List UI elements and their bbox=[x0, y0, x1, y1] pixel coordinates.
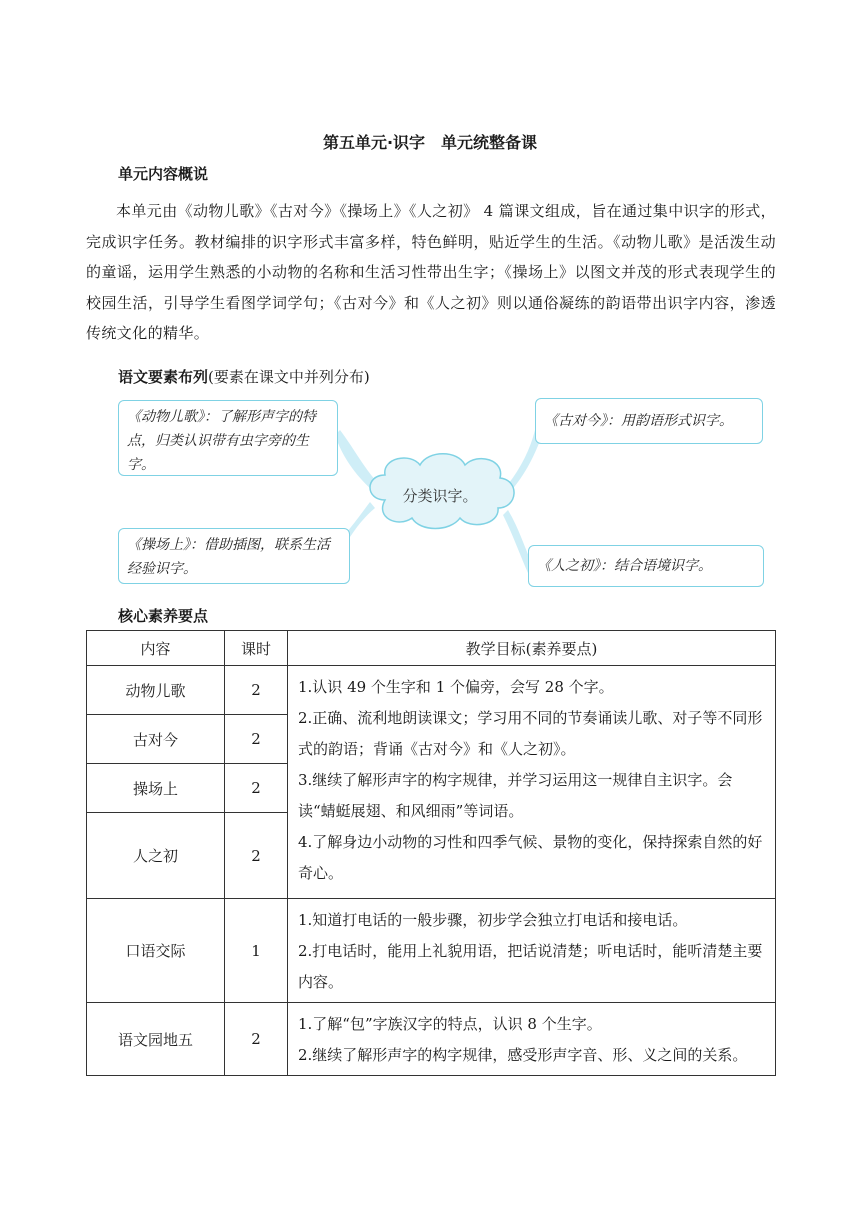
goal-line: 1.知道打电话的一般步骤，初步学会独立打电话和接电话。 bbox=[298, 911, 688, 929]
node-bottom-left: 《操场上》：借助插图，联系生活经验识字。 bbox=[118, 528, 350, 584]
overview-paragraph: 本单元由《动物儿歌》《古对今》《操场上》《人之初》 4 篇课文组成，旨在通过集中识字的形式，完成识字任务。教材编排的识字形式丰富多样，特色鲜明，贴近学生的生活。《动物儿歌》是活泼生动的童谣，运用学生熟悉的小动物的名称和生活习性带出生字；《操场上》以图文并茂的形式表现学生的校园生活，引导学生看图学词学句；《古对今》和《人之初》则以通俗凝练的韵语带出识字内容，渗透传统文化的精华。 bbox=[86, 202, 776, 342]
center-label: 分类识字。 bbox=[402, 486, 478, 505]
table-row bbox=[87, 1003, 776, 1076]
table-row bbox=[87, 899, 776, 1003]
elements-heading-note: (要素在课文中并列分布) bbox=[208, 368, 370, 386]
cell-hours: 2 bbox=[225, 666, 288, 715]
core-table bbox=[86, 630, 776, 1076]
goal-line: 2.继续了解形声字的构字规律，感受形声字音、形、义之间的关系。 bbox=[298, 1046, 748, 1064]
cell-content: 人之初 bbox=[87, 813, 225, 899]
overview-heading: 单元内容概说 bbox=[118, 165, 209, 183]
cell-content: 操场上 bbox=[87, 764, 225, 813]
cell-content: 口语交际 bbox=[87, 899, 225, 1003]
table-header-row bbox=[87, 631, 776, 666]
cell-hours: 2 bbox=[225, 764, 288, 813]
goal-line: 2.打电话时，能用上礼貌用语，把话说清楚；听电话时，能听清楚主要内容。 bbox=[298, 942, 763, 991]
goal-line: 3.继续了解形声字的构字规律，并学习运用这一规律自主识字。会读“蜻蜓展翅、和风细雨”等词语。 bbox=[298, 771, 733, 820]
cell-content: 古对今 bbox=[87, 715, 225, 764]
cell-goals bbox=[288, 1003, 776, 1076]
cell-hours: 1 bbox=[225, 899, 288, 1003]
elements-heading-text: 语文要素布列 bbox=[118, 368, 209, 386]
goal-line: 1.认识 49 个生字和 1 个偏旁，会写 28 个字。 bbox=[298, 678, 614, 696]
cell-hours: 2 bbox=[225, 1003, 288, 1076]
cell-content: 语文园地五 bbox=[87, 1003, 225, 1076]
cell-goals bbox=[288, 666, 776, 899]
cell-hours: 2 bbox=[225, 813, 288, 899]
table-row bbox=[87, 666, 776, 715]
elements-heading bbox=[118, 366, 370, 387]
cell-goals bbox=[288, 899, 776, 1003]
goal-line: 2.正确、流利地朗读课文；学习用不同的节奏诵读儿歌、对子等不同形式的韵语；背诵《古对今》和《人之初》。 bbox=[298, 709, 763, 758]
cell-hours: 2 bbox=[225, 715, 288, 764]
header-goals: 教学目标(素养要点) bbox=[288, 631, 776, 666]
cell-content: 动物儿歌 bbox=[87, 666, 225, 715]
header-content: 内容 bbox=[87, 631, 225, 666]
node-top-left: 《动物儿歌》：了解形声字的特点，归类认识带有虫字旁的生字。 bbox=[118, 400, 338, 476]
core-heading: 核心素养要点 bbox=[118, 607, 209, 625]
goal-line: 1.了解“包”字族汉字的特点，认识 8 个生字。 bbox=[298, 1015, 602, 1033]
node-top-right: 《古对今》：用韵语形式识字。 bbox=[535, 398, 763, 444]
goal-line: 4.了解身边小动物的习性和四季气候、景物的变化，保持探索自然的好奇心。 bbox=[298, 833, 763, 882]
mind-map bbox=[110, 390, 770, 590]
page-title: 第五单元·识字 单元统整备课 bbox=[322, 133, 538, 152]
header-hours: 课时 bbox=[225, 631, 288, 666]
node-bottom-right: 《人之初》：结合语境识字。 bbox=[528, 545, 764, 587]
